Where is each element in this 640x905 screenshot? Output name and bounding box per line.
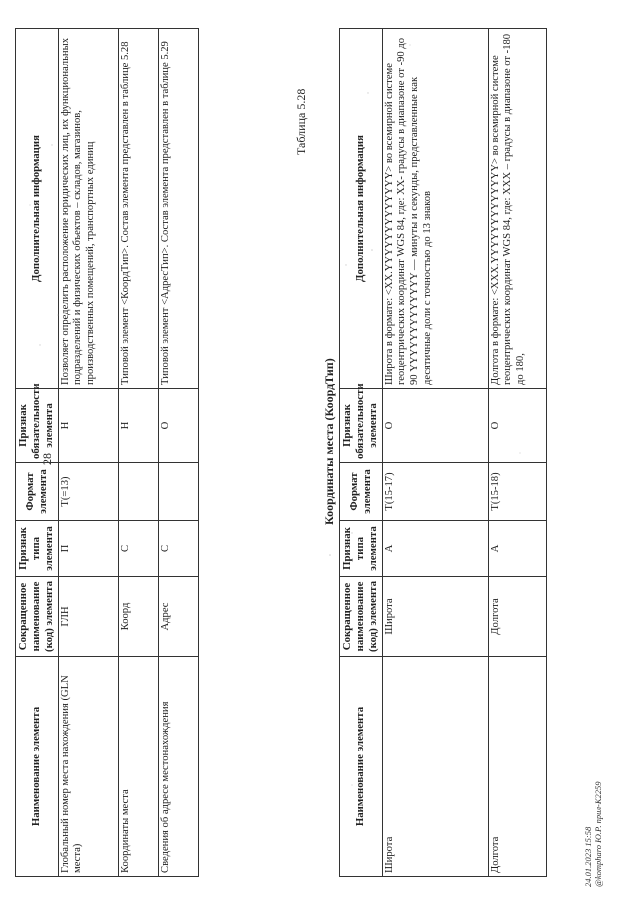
cell-required: О <box>382 389 488 463</box>
cell-info: Долгота в формате: <XXX.YYYYYYYYYYYYY> во всемирной системе геоцентрических координат WGS 84, где: XXX – градусы в диапазоне от -180 до 180, <box>488 29 546 389</box>
cell-required: Н <box>118 389 158 463</box>
cell-info: Позволяет определить расположение юридических лиц, их функциональных подразделений и физических объектов – складов, магазинов, производственных помещений, транспортных единиц <box>58 29 118 389</box>
cell-format: T(=13) <box>58 463 118 521</box>
cell-format: T(15-17) <box>382 463 488 521</box>
table-row <box>58 29 118 877</box>
cell-required: О <box>158 389 198 463</box>
cell-code: Коорд <box>118 577 158 657</box>
cell-info: Типовой элемент <КоордТип>. Состав элемента представлен в таблице 5.28 <box>118 29 158 389</box>
cell-code: ГЛН <box>58 577 118 657</box>
table-row <box>158 29 198 877</box>
table-header-row <box>16 29 59 877</box>
stamp-date: 24.01.2023 15:58 <box>583 826 593 887</box>
cell-info: Типовой элемент <АдресТип>. Состав элемента представлен в таблице 5.29 <box>158 29 198 389</box>
header-code: Сокращенное наименование (код) элемента <box>340 577 383 657</box>
cell-name: Широта <box>382 657 488 877</box>
cell-format <box>158 463 198 521</box>
cell-required: Н <box>58 389 118 463</box>
table-row <box>118 29 158 877</box>
cell-required: О <box>488 389 546 463</box>
header-type: Признак типа элемента <box>16 521 59 577</box>
table-title: Координаты места (КоордТип) <box>322 358 336 525</box>
header-required: Признак обязательности элемента <box>340 389 383 463</box>
cell-type: А <box>488 521 546 577</box>
header-name: Наименование элемента <box>16 657 59 877</box>
cell-code: Долгота <box>488 577 546 657</box>
table-row <box>488 29 546 877</box>
cell-type: А <box>382 521 488 577</box>
header-code: Сокращенное наименование (код) элемента <box>16 577 59 657</box>
page-number: 28 <box>40 453 54 465</box>
cell-type: П <box>58 521 118 577</box>
cell-name: Координаты места <box>118 657 158 877</box>
print-stamp <box>584 781 604 887</box>
table-header-row <box>340 29 383 877</box>
cell-code: Адрес <box>158 577 198 657</box>
cell-info: Широта в формате: <XX.YYYYYYYYYYYYY> во всемирной системе геоцентрических координат WGS 84, где: XX- градусы в диапазоне от -90 до 90 YYYYYYYYYYYYY — минуты и секунды, представленные как десятичные доли с точностью до 13 знаков <box>382 29 488 389</box>
header-info: Дополнительная информация <box>16 29 59 389</box>
header-type: Признак типа элемента <box>340 521 383 577</box>
cell-code: Широта <box>382 577 488 657</box>
cell-format <box>118 463 158 521</box>
table-caption: Таблица 5.28 <box>294 88 308 155</box>
cell-name: Долгота <box>488 657 546 877</box>
cell-format: T(15-18) <box>488 463 546 521</box>
header-format: Формат элемента <box>340 463 383 521</box>
table-row <box>382 29 488 877</box>
cell-type: С <box>158 521 198 577</box>
stamp-author: @kompharo Ю.Р. прил-К2259 <box>592 781 603 887</box>
elements-table <box>15 28 199 877</box>
cell-name: Сведения об адресе местонахождения <box>158 657 198 877</box>
cell-name: Глобальный номер места нахождения (GLN места) <box>58 657 118 877</box>
header-name: Наименование элемента <box>340 657 383 877</box>
cell-type: С <box>118 521 158 577</box>
header-format: Формат элемента <box>16 463 59 521</box>
coordinates-table <box>339 28 547 877</box>
header-required: Признак обязательности элемента <box>16 389 59 463</box>
header-info: Дополнительная информация <box>340 29 383 389</box>
